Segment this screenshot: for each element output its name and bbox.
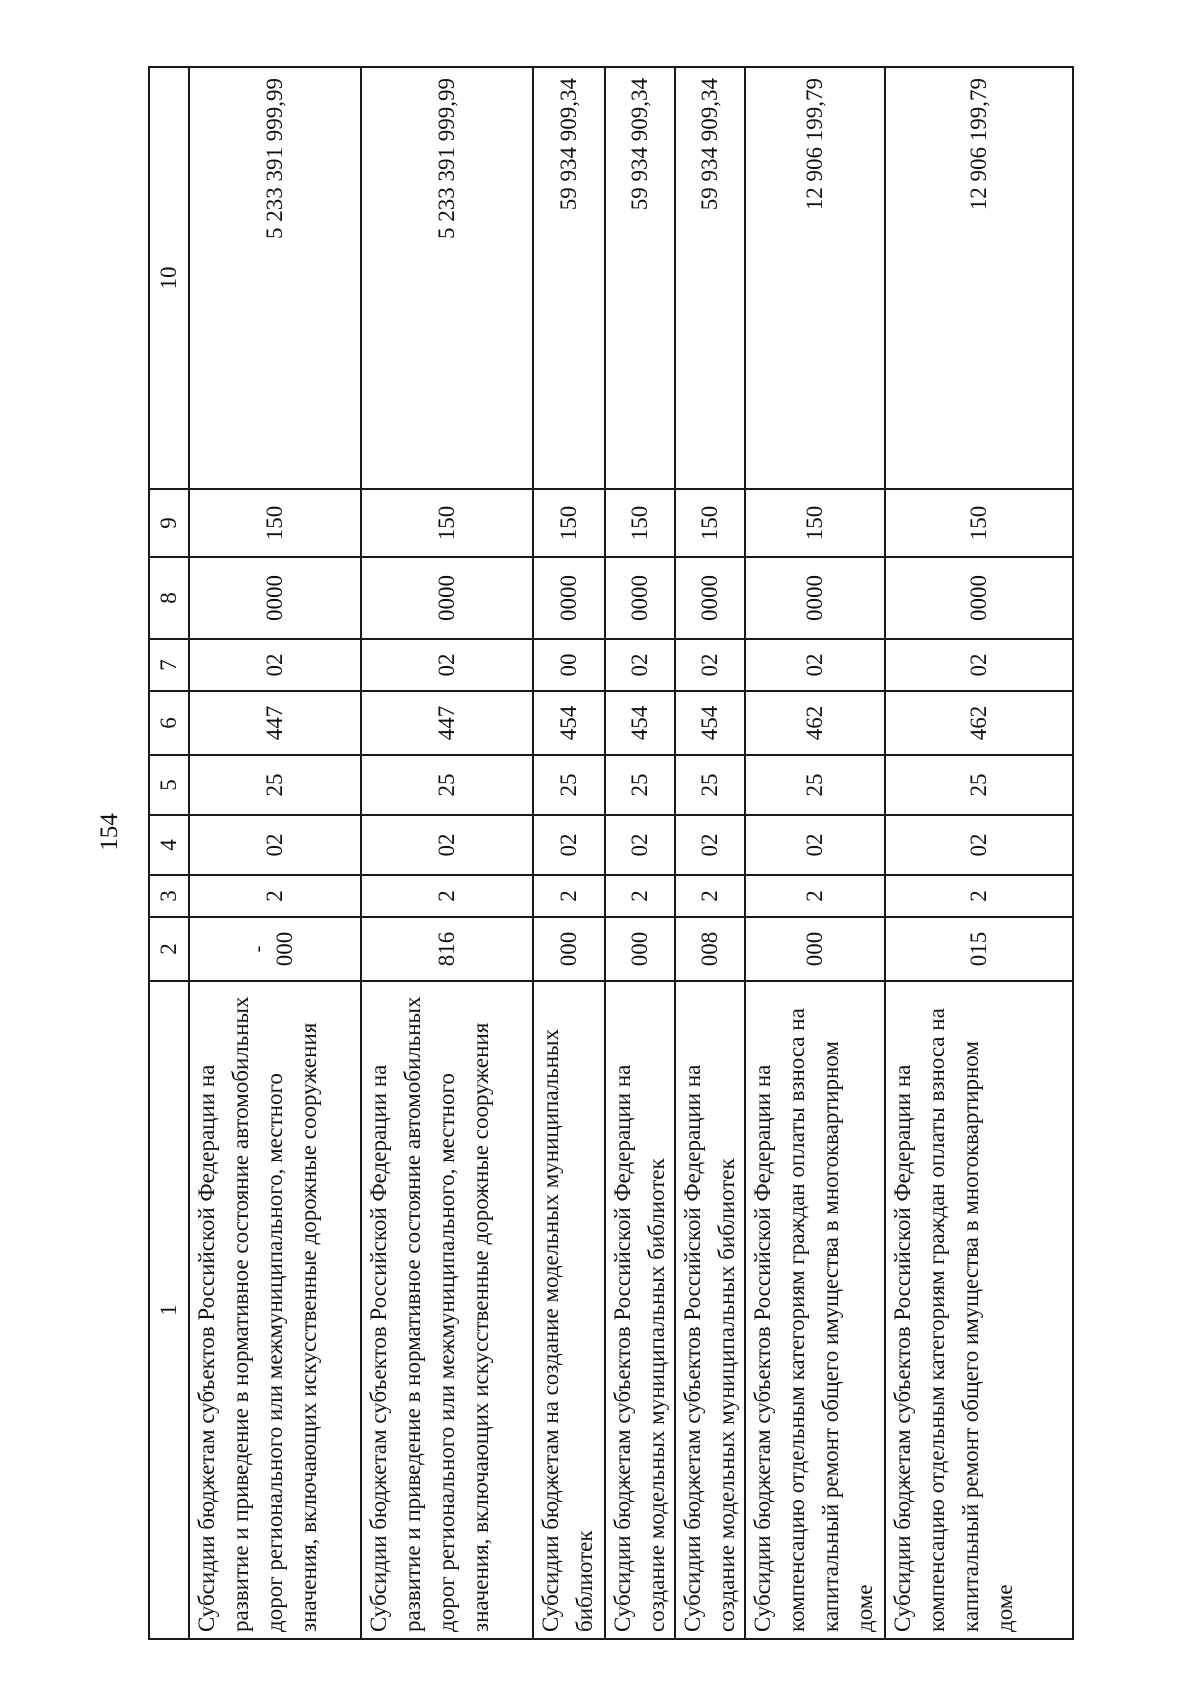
row-code-cell: 02 [533,815,605,875]
header-cell: 4 [149,815,189,875]
row-code-cell: 447 [189,691,361,755]
row-code-cell: 02 [361,639,533,691]
row-code-cell: 02 [605,639,675,691]
row-code-cell: 000 [533,917,605,981]
row-code-cell: 454 [533,691,605,755]
table-row [361,67,533,1639]
row-code-cell: 150 [605,489,675,557]
row-code-cell: 02 [189,815,361,875]
row-code-cell: 2 [361,875,533,917]
row-code-cell: 2 [745,875,885,917]
row-code-cell: 25 [605,755,675,815]
row-code-cell: 150 [361,489,533,557]
table-row [533,67,605,1639]
row-name-cell: Субсидии бюджетам субъектов Российской Федерации на компенсацию отдельным категориям граждан оплаты взноса на капитальный ремонт общего имущества в многоквартирном доме [885,981,1073,1639]
row-code-cell: 015 [885,917,1073,981]
header-cell: 2 [149,917,189,981]
row-code-cell: 454 [675,691,745,755]
row-mark: - [247,945,269,953]
row-code-cell: 454 [605,691,675,755]
row-code-cell: 2 [885,875,1073,917]
row-code-cell: 0000 [675,557,745,639]
table-row [885,67,1073,1639]
row-code-cell: 25 [675,755,745,815]
row-code-cell: 008 [675,917,745,981]
row-code-cell: 2 [533,875,605,917]
row-code-cell: 2 [189,875,361,917]
row-amount-cell: 12 906 199,79 [885,67,1073,489]
row-amount-cell: 59 934 909,34 [605,67,675,489]
row-code-cell: 000 [745,917,885,981]
header-cell: 3 [149,875,189,917]
page-number: 154 [96,813,123,851]
rotated-table-container [148,68,1070,1640]
row-code-cell: 02 [745,815,885,875]
row-code-cell: 150 [675,489,745,557]
row-code-cell [189,917,361,981]
row-code-cell: 25 [533,755,605,815]
row-code-cell: 02 [605,815,675,875]
table-row [605,67,675,1639]
row-amount-cell: 5 233 391 999,99 [189,67,361,489]
row-code-value: 000 [272,931,297,967]
row-code-cell: 25 [885,755,1073,815]
row-name-cell: Субсидии бюджетам субъектов Российской Федерации на развитие и приведение в нормативное состояние автомобильных дорог регионального или межмуниципального, местного значения, включающих искусственные дорожные сооружения [189,981,361,1639]
row-code-cell: 462 [885,691,1073,755]
row-code-cell: 0000 [605,557,675,639]
row-code-cell: 25 [361,755,533,815]
row-name-cell: Субсидии бюджетам на создание модельных муниципальных библиотек [533,981,605,1639]
row-code-cell: 816 [361,917,533,981]
header-cell: 9 [149,489,189,557]
header-cell: 6 [149,691,189,755]
row-code-cell: 02 [361,815,533,875]
row-code-cell: 2 [605,875,675,917]
row-code-cell: 02 [189,639,361,691]
row-amount-cell: 12 906 199,79 [745,67,885,489]
row-code-cell: 02 [885,639,1073,691]
row-code-cell: 447 [361,691,533,755]
row-code-cell: 02 [885,815,1073,875]
header-cell: 1 [149,981,189,1639]
table-row [189,67,361,1639]
row-code-cell: 150 [885,489,1073,557]
row-code-cell: 25 [745,755,885,815]
row-code-cell: 2 [675,875,745,917]
header-cell: 7 [149,639,189,691]
row-code-cell: 150 [533,489,605,557]
row-name-cell: Субсидии бюджетам субъектов Российской Федерации на развитие и приведение в нормативное состояние автомобильных дорог регионального или межмуниципального, местного значения, включающих искусственные дорожные сооружения [361,981,533,1639]
row-code-cell: 0000 [189,557,361,639]
row-code-cell: 25 [189,755,361,815]
row-code-cell: 462 [745,691,885,755]
budget-table [148,66,1074,1640]
header-cell: 10 [149,67,189,489]
row-code-cell: 0000 [533,557,605,639]
header-cell: 8 [149,557,189,639]
row-code-cell: 02 [675,639,745,691]
header-cell: 5 [149,755,189,815]
row-code-cell: 02 [745,639,885,691]
row-code-cell: 00 [533,639,605,691]
row-name-cell: Субсидии бюджетам субъектов Российской Федерации на создание модельных муниципальных библиотек [675,981,745,1639]
row-amount-cell: 5 233 391 999,99 [361,67,533,489]
row-name-cell: Субсидии бюджетам субъектов Российской Федерации на создание модельных муниципальных библиотек [605,981,675,1639]
row-name-cell: Субсидии бюджетам субъектов Российской Федерации на компенсацию отдельным категориям граждан оплаты взноса на капитальный ремонт общего имущества в многоквартирном доме [745,981,885,1639]
row-code-cell: 0000 [361,557,533,639]
row-code-cell: 000 [605,917,675,981]
row-amount-cell: 59 934 909,34 [533,67,605,489]
table-header-row [149,67,189,1639]
table-row [675,67,745,1639]
row-code-cell: 0000 [885,557,1073,639]
row-code-cell: 150 [745,489,885,557]
row-code-cell: 0000 [745,557,885,639]
row-code-cell: 02 [675,815,745,875]
row-amount-cell: 59 934 909,34 [675,67,745,489]
row-code-cell: 150 [189,489,361,557]
table-row [745,67,885,1639]
